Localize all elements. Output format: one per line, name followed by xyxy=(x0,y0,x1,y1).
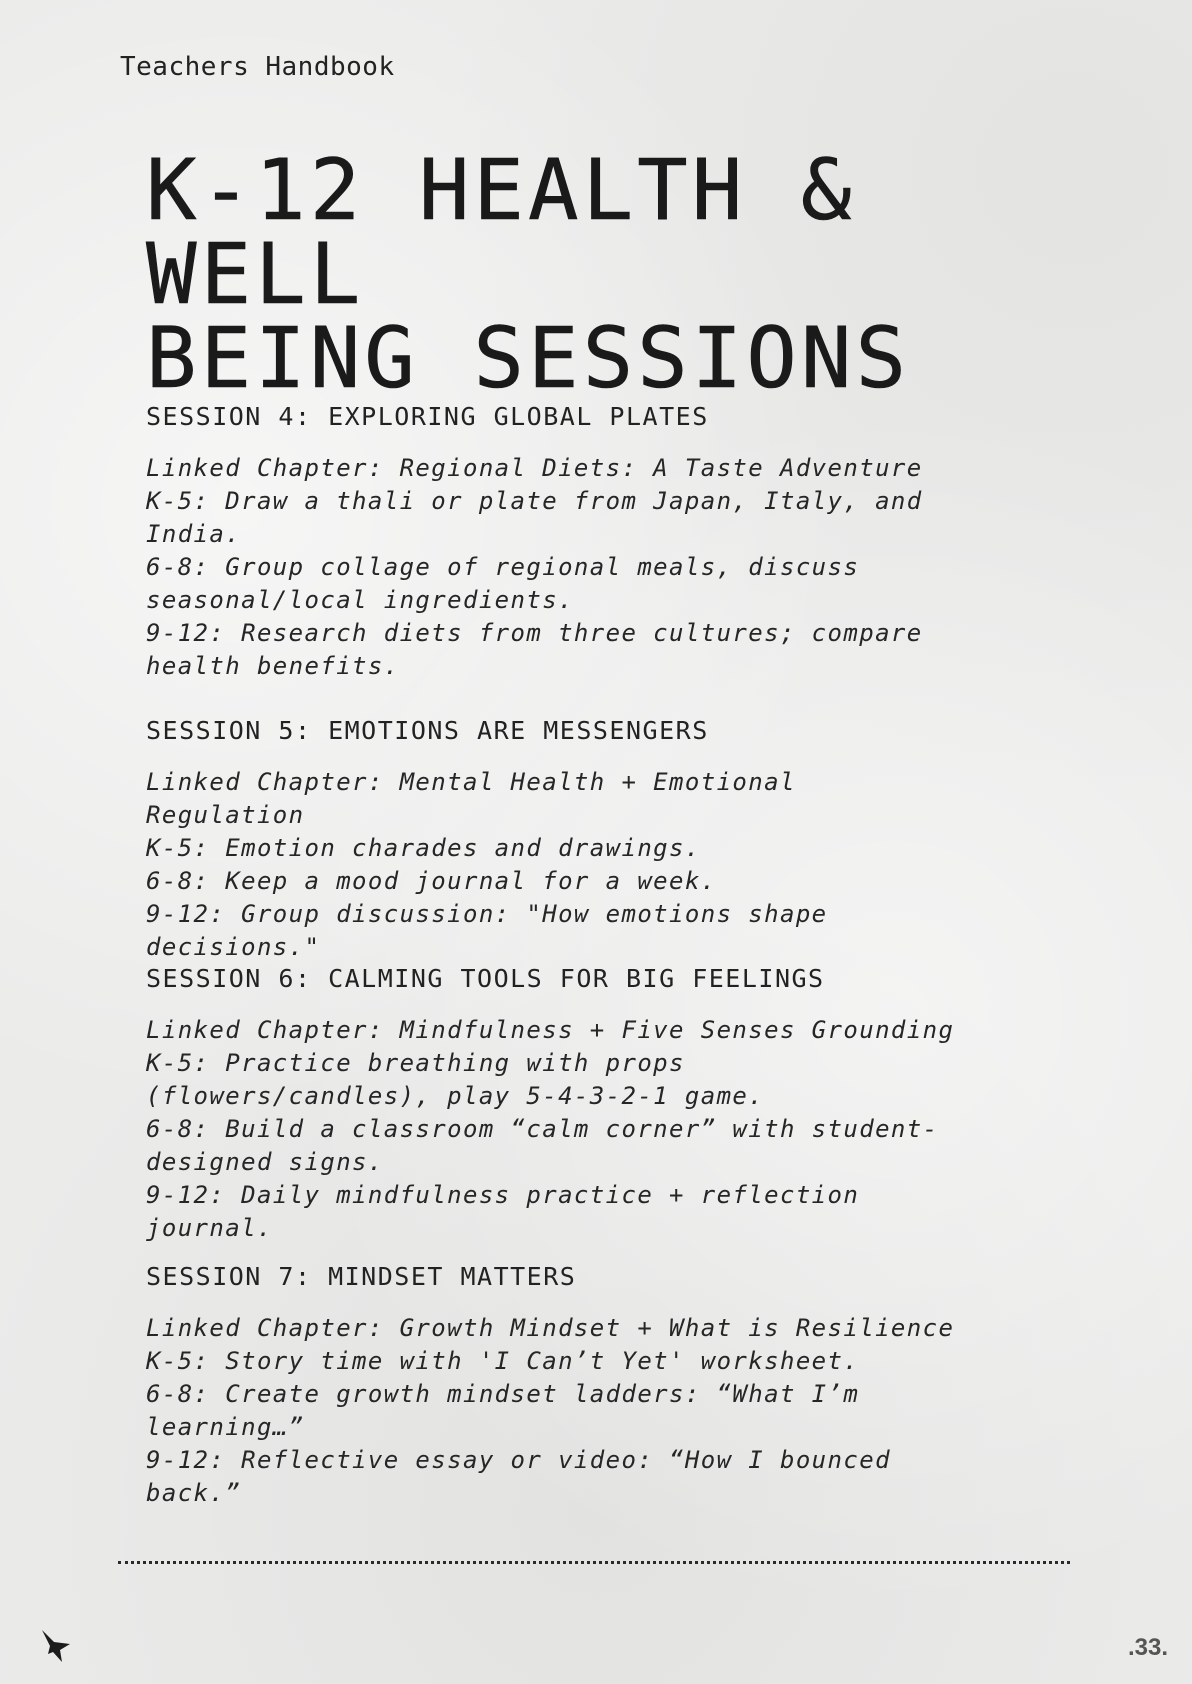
session-body xyxy=(146,1014,1046,1245)
header-label: Teachers Handbook xyxy=(120,52,395,82)
activity-6-8: 6-8: Create growth mindset ladders: “What I’m learning…” xyxy=(146,1380,860,1441)
activity-6-8: 6-8: Build a classroom “calm corner” with student-designed signs. xyxy=(146,1115,939,1176)
linked-chapter: Linked Chapter: Growth Mindset + What is Resilience xyxy=(146,1314,955,1342)
page-title xyxy=(146,141,1086,407)
session-heading: SESSION 4: EXPLORING GLOBAL PLATES xyxy=(146,402,709,431)
page-title-line-1: K-12 HEALTH & WELL xyxy=(146,141,856,323)
activity-k5: K-5: Emotion charades and drawings. xyxy=(146,834,701,862)
activity-k5: K-5: Practice breathing with props (flowers/candles), play 5-4-3-2-1 game. xyxy=(146,1049,765,1110)
activity-9-12: 9-12: Group discussion: "How emotions shape decisions." xyxy=(146,900,828,961)
session-6 xyxy=(146,964,1046,1245)
activity-k5: K-5: Story time with 'I Can’t Yet' worksheet. xyxy=(146,1347,860,1375)
session-4 xyxy=(146,402,1046,683)
activity-6-8: 6-8: Keep a mood journal for a week. xyxy=(146,867,717,895)
linked-chapter: Linked Chapter: Mindfulness + Five Senses Grounding xyxy=(146,1016,955,1044)
session-heading: SESSION 6: CALMING TOOLS FOR BIG FEELINGS xyxy=(146,964,825,993)
linked-chapter: Linked Chapter: Regional Diets: A Taste Adventure xyxy=(146,454,923,482)
session-7 xyxy=(146,1262,1046,1510)
activity-9-12: 9-12: Research diets from three cultures; compare health benefits. xyxy=(146,619,923,680)
activity-k5: K-5: Draw a thali or plate from Japan, Italy, and India. xyxy=(146,487,923,548)
linked-chapter: Linked Chapter: Mental Health + Emotional Regulation xyxy=(146,768,796,829)
session-body xyxy=(146,766,1046,964)
session-5 xyxy=(146,716,1046,964)
activity-6-8: 6-8: Group collage of regional meals, discuss seasonal/local ingredients. xyxy=(146,553,860,614)
page-title-line-2: BEING SESSIONS xyxy=(146,309,911,407)
bird-logo-icon xyxy=(40,1628,72,1664)
session-body xyxy=(146,452,1046,683)
session-body xyxy=(146,1312,1046,1510)
activity-9-12: 9-12: Reflective essay or video: “How I bounced back.” xyxy=(146,1446,891,1507)
session-heading: SESSION 7: MINDSET MATTERS xyxy=(146,1262,577,1291)
activity-9-12: 9-12: Daily mindfulness practice + reflection journal. xyxy=(146,1181,860,1242)
page-number: .33. xyxy=(1127,1634,1168,1661)
footer-divider xyxy=(118,1561,1070,1564)
session-heading: SESSION 5: EMOTIONS ARE MESSENGERS xyxy=(146,716,709,745)
